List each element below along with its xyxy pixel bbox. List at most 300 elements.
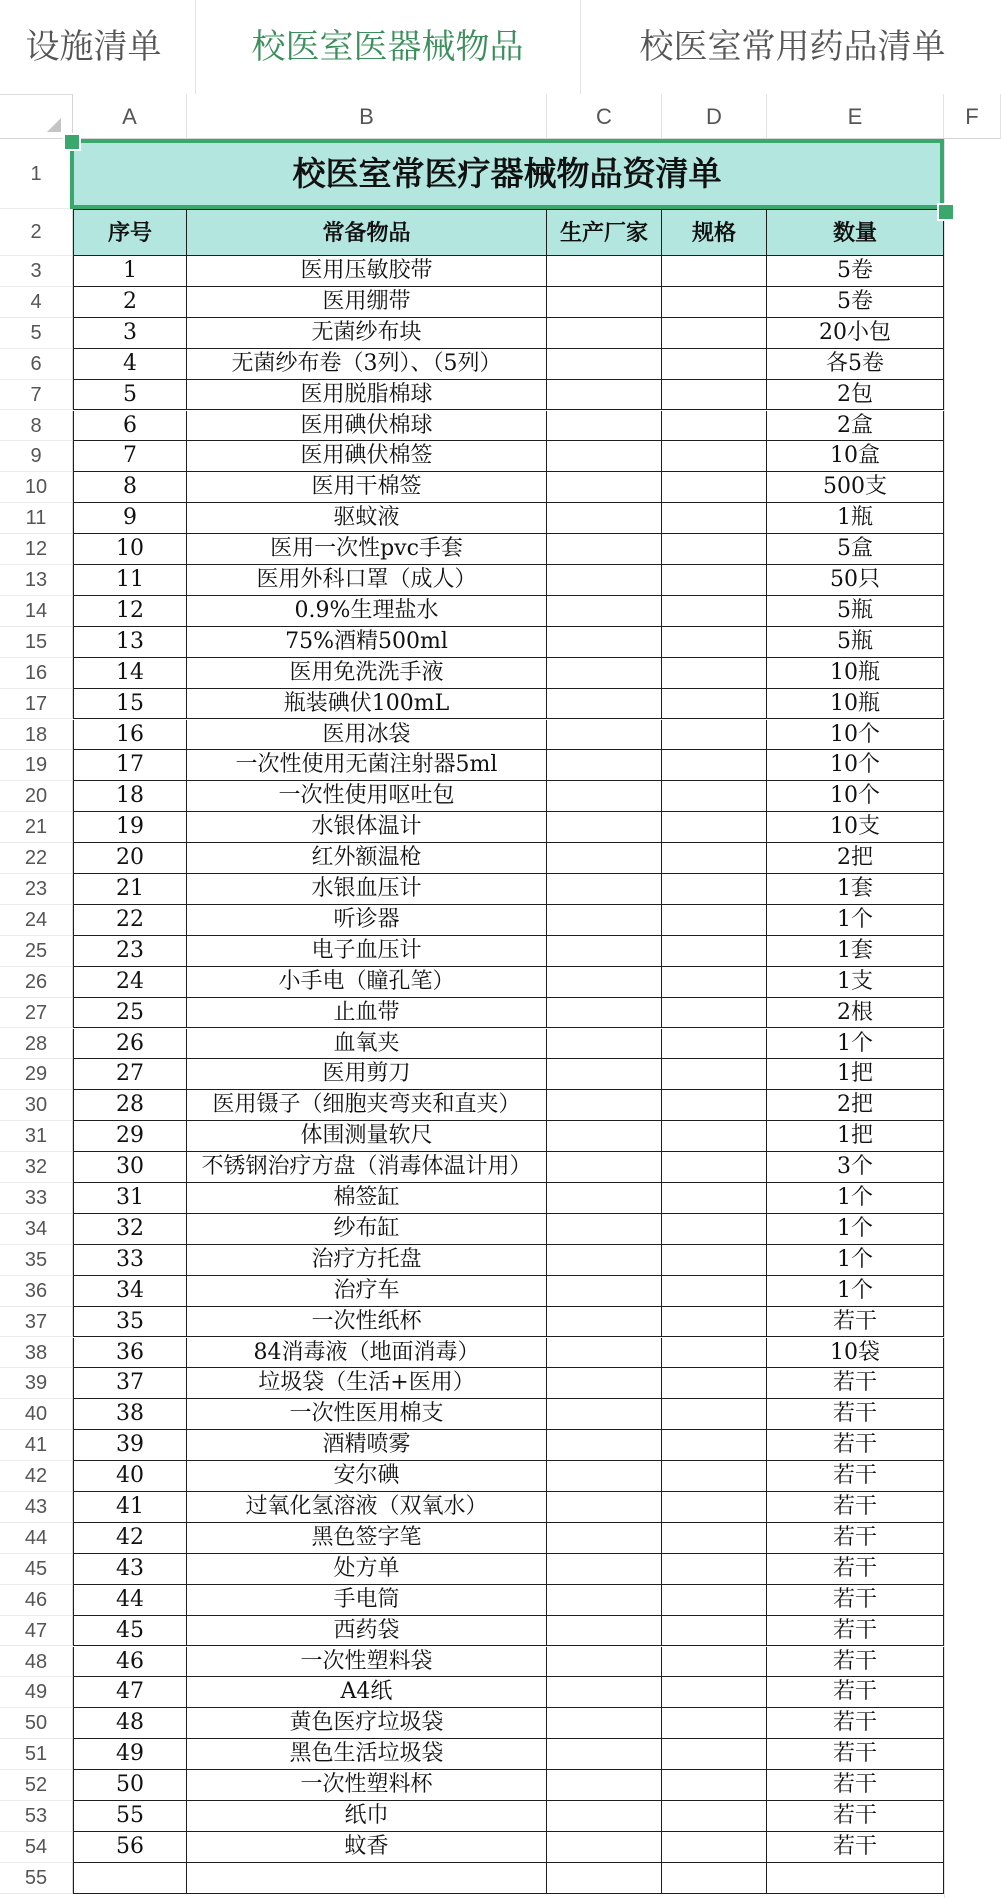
table-cell-item[interactable]: 手电筒: [187, 1585, 547, 1616]
table-cell-spec[interactable]: [662, 905, 767, 936]
table-cell-spec[interactable]: [662, 967, 767, 998]
row-header-22[interactable]: 22: [0, 843, 73, 874]
table-cell-spec[interactable]: [662, 1492, 767, 1523]
table-cell-quantity[interactable]: 10个: [767, 781, 944, 812]
table-cell-manufacturer[interactable]: [547, 1183, 662, 1214]
table-cell-quantity[interactable]: 10袋: [767, 1338, 944, 1369]
table-cell-quantity[interactable]: 1个: [767, 1214, 944, 1245]
row-header-16[interactable]: 16: [0, 658, 73, 689]
table-cell-manufacturer[interactable]: [547, 720, 662, 751]
row-header-15[interactable]: 15: [0, 627, 73, 658]
table-cell-spec[interactable]: [662, 658, 767, 689]
table-cell-seq[interactable]: 16: [73, 720, 187, 751]
table-cell-quantity[interactable]: [767, 1863, 944, 1894]
table-cell-spec[interactable]: [662, 472, 767, 503]
table-cell-seq[interactable]: 11: [73, 565, 187, 596]
table-cell-item[interactable]: 一次性使用呕吐包: [187, 781, 547, 812]
selection-fill-handle[interactable]: [937, 203, 955, 221]
table-cell-spec[interactable]: [662, 1338, 767, 1369]
table-cell-seq[interactable]: 41: [73, 1492, 187, 1523]
table-cell-spec[interactable]: [662, 1677, 767, 1708]
table-cell-item[interactable]: 水银血压计: [187, 874, 547, 905]
row-header-47[interactable]: 47: [0, 1616, 73, 1647]
table-cell-manufacturer[interactable]: [547, 874, 662, 905]
table-cell-item[interactable]: 酒精喷雾: [187, 1430, 547, 1461]
row-header-39[interactable]: 39: [0, 1368, 73, 1399]
row-header-26[interactable]: 26: [0, 967, 73, 998]
table-cell-manufacturer[interactable]: [547, 349, 662, 380]
table-cell-spec[interactable]: [662, 1090, 767, 1121]
table-cell-spec[interactable]: [662, 1832, 767, 1863]
sheet-tab-common-medicines[interactable]: 校医室常用药品清单: [639, 27, 946, 67]
table-cell-seq[interactable]: 13: [73, 627, 187, 658]
sheet-tab-medical-supplies[interactable]: 校医室医器械物品: [195, 0, 581, 94]
table-cell-quantity[interactable]: 若干: [767, 1307, 944, 1338]
row-header-49[interactable]: 49: [0, 1677, 73, 1708]
table-cell-quantity[interactable]: 1个: [767, 1276, 944, 1307]
table-cell-manufacturer[interactable]: [547, 565, 662, 596]
table-cell-spec[interactable]: [662, 1554, 767, 1585]
table-cell-item[interactable]: 医用碘伏棉球: [187, 411, 547, 442]
row-header-21[interactable]: 21: [0, 812, 73, 843]
table-cell-manufacturer[interactable]: [547, 1430, 662, 1461]
table-cell-seq[interactable]: 25: [73, 998, 187, 1029]
table-cell-manufacturer[interactable]: [547, 318, 662, 349]
table-cell-seq[interactable]: [73, 1863, 187, 1894]
table-cell-spec[interactable]: [662, 287, 767, 318]
table-cell-seq[interactable]: 8: [73, 472, 187, 503]
table-cell-seq[interactable]: 14: [73, 658, 187, 689]
table-cell-seq[interactable]: 47: [73, 1677, 187, 1708]
table-cell-item[interactable]: 纸巾: [187, 1801, 547, 1832]
table-cell-quantity[interactable]: 若干: [767, 1554, 944, 1585]
table-cell-spec[interactable]: [662, 1585, 767, 1616]
table-cell-quantity[interactable]: 2把: [767, 843, 944, 874]
table-cell-quantity[interactable]: 1个: [767, 1029, 944, 1060]
table-cell-quantity[interactable]: 1套: [767, 936, 944, 967]
table-cell-manufacturer[interactable]: [547, 1214, 662, 1245]
table-cell-seq[interactable]: 38: [73, 1399, 187, 1430]
row-header-34[interactable]: 34: [0, 1214, 73, 1245]
table-cell-manufacturer[interactable]: [547, 936, 662, 967]
table-cell-manufacturer[interactable]: [547, 380, 662, 411]
table-cell-quantity[interactable]: 若干: [767, 1368, 944, 1399]
table-cell-manufacturer[interactable]: [547, 1461, 662, 1492]
row-header-19[interactable]: 19: [0, 750, 73, 781]
table-cell-item[interactable]: 医用脱脂棉球: [187, 380, 547, 411]
table-cell-manufacturer[interactable]: [547, 1647, 662, 1678]
table-cell-seq[interactable]: 34: [73, 1276, 187, 1307]
row-header-7[interactable]: 7: [0, 380, 73, 411]
table-header-item[interactable]: 常备物品: [187, 209, 547, 256]
table-cell-quantity[interactable]: 3个: [767, 1152, 944, 1183]
table-cell-quantity[interactable]: 1个: [767, 1183, 944, 1214]
table-cell-item[interactable]: 黑色生活垃圾袋: [187, 1739, 547, 1770]
table-cell-quantity[interactable]: 若干: [767, 1585, 944, 1616]
table-cell-spec[interactable]: [662, 503, 767, 534]
table-cell-seq[interactable]: 27: [73, 1059, 187, 1090]
table-cell-seq[interactable]: 42: [73, 1523, 187, 1554]
table-cell-spec[interactable]: [662, 1276, 767, 1307]
table-cell-seq[interactable]: 7: [73, 441, 187, 472]
table-cell-item[interactable]: 医用干棉签: [187, 472, 547, 503]
table-cell-item[interactable]: 西药袋: [187, 1616, 547, 1647]
table-cell-spec[interactable]: [662, 781, 767, 812]
table-cell-item[interactable]: 纱布缸: [187, 1214, 547, 1245]
row-header-28[interactable]: 28: [0, 1029, 73, 1060]
table-cell-spec[interactable]: [662, 627, 767, 658]
table-cell-item[interactable]: 无菌纱布块: [187, 318, 547, 349]
table-cell-spec[interactable]: [662, 565, 767, 596]
table-cell-quantity[interactable]: 10盒: [767, 441, 944, 472]
row-header-33[interactable]: 33: [0, 1183, 73, 1214]
table-cell-seq[interactable]: 24: [73, 967, 187, 998]
table-cell-manufacturer[interactable]: [547, 967, 662, 998]
table-cell-quantity[interactable]: 各5卷: [767, 349, 944, 380]
table-cell-manufacturer[interactable]: [547, 1029, 662, 1060]
sheet-title-cell[interactable]: 校医室常医疗器械物品资清单: [70, 139, 944, 209]
table-cell-manufacturer[interactable]: [547, 1307, 662, 1338]
column-header-e[interactable]: E: [767, 94, 944, 139]
table-cell-quantity[interactable]: 若干: [767, 1708, 944, 1739]
row-header-18[interactable]: 18: [0, 720, 73, 751]
row-header-52[interactable]: 52: [0, 1770, 73, 1801]
table-cell-spec[interactable]: [662, 349, 767, 380]
table-cell-manufacturer[interactable]: [547, 287, 662, 318]
table-cell-item[interactable]: 红外额温枪: [187, 843, 547, 874]
table-cell-seq[interactable]: 17: [73, 750, 187, 781]
table-cell-manufacturer[interactable]: [547, 689, 662, 720]
table-cell-item[interactable]: 水银体温计: [187, 812, 547, 843]
table-cell-spec[interactable]: [662, 874, 767, 905]
table-cell-quantity[interactable]: 10个: [767, 750, 944, 781]
row-header-32[interactable]: 32: [0, 1152, 73, 1183]
table-cell-item[interactable]: 医用压敏胶带: [187, 256, 547, 287]
table-cell-spec[interactable]: [662, 1863, 767, 1894]
table-cell-quantity[interactable]: 若干: [767, 1430, 944, 1461]
table-cell-seq[interactable]: 5: [73, 380, 187, 411]
table-cell-seq[interactable]: 39: [73, 1430, 187, 1461]
table-cell-item[interactable]: 体围测量软尺: [187, 1121, 547, 1152]
table-cell-quantity[interactable]: 5卷: [767, 287, 944, 318]
table-cell-quantity[interactable]: 10支: [767, 812, 944, 843]
table-cell-seq[interactable]: 55: [73, 1801, 187, 1832]
table-header-manufacturer[interactable]: 生产厂家: [547, 209, 662, 256]
table-cell-manufacturer[interactable]: [547, 1739, 662, 1770]
table-cell-seq[interactable]: 40: [73, 1461, 187, 1492]
table-cell-quantity[interactable]: 1套: [767, 874, 944, 905]
table-cell-spec[interactable]: [662, 936, 767, 967]
table-cell-quantity[interactable]: 5瓶: [767, 627, 944, 658]
row-header-38[interactable]: 38: [0, 1338, 73, 1369]
column-header-c[interactable]: C: [547, 94, 662, 139]
table-cell-quantity[interactable]: 2根: [767, 998, 944, 1029]
selection-handle-top-left[interactable]: [63, 133, 81, 151]
row-header-11[interactable]: 11: [0, 503, 73, 534]
table-cell-seq[interactable]: 9: [73, 503, 187, 534]
table-cell-seq[interactable]: 50: [73, 1770, 187, 1801]
table-cell-manufacturer[interactable]: [547, 843, 662, 874]
table-cell-quantity[interactable]: 20小包: [767, 318, 944, 349]
spreadsheet-grid[interactable]: [0, 94, 1001, 1898]
table-cell-quantity[interactable]: 若干: [767, 1647, 944, 1678]
table-cell-item[interactable]: 黄色医疗垃圾袋: [187, 1708, 547, 1739]
table-cell-quantity[interactable]: 1把: [767, 1059, 944, 1090]
table-cell-manufacturer[interactable]: [547, 1677, 662, 1708]
table-cell-manufacturer[interactable]: [547, 1616, 662, 1647]
table-cell-spec[interactable]: [662, 411, 767, 442]
row-header-53[interactable]: 53: [0, 1801, 73, 1832]
table-cell-item[interactable]: 医用碘伏棉签: [187, 441, 547, 472]
row-header-1[interactable]: 1: [0, 139, 73, 209]
table-cell-quantity[interactable]: 2包: [767, 380, 944, 411]
row-header-8[interactable]: 8: [0, 411, 73, 442]
table-cell-quantity[interactable]: 若干: [767, 1801, 944, 1832]
row-header-41[interactable]: 41: [0, 1430, 73, 1461]
row-header-17[interactable]: 17: [0, 689, 73, 720]
table-cell-quantity[interactable]: 50只: [767, 565, 944, 596]
table-cell-seq[interactable]: 35: [73, 1307, 187, 1338]
table-cell-item[interactable]: 治疗车: [187, 1276, 547, 1307]
table-cell-item[interactable]: 蚊香: [187, 1832, 547, 1863]
row-header-4[interactable]: 4: [0, 287, 73, 318]
table-cell-spec[interactable]: [662, 1245, 767, 1276]
table-cell-seq[interactable]: 18: [73, 781, 187, 812]
table-cell-item[interactable]: 一次性塑料袋: [187, 1647, 547, 1678]
table-cell-quantity[interactable]: 若干: [767, 1770, 944, 1801]
table-cell-seq[interactable]: 30: [73, 1152, 187, 1183]
table-cell-spec[interactable]: [662, 1307, 767, 1338]
table-cell-item[interactable]: 医用一次性pvc手套: [187, 534, 547, 565]
table-cell-manufacturer[interactable]: [547, 1585, 662, 1616]
table-cell-manufacturer[interactable]: [547, 1338, 662, 1369]
row-header-43[interactable]: 43: [0, 1492, 73, 1523]
table-cell-item[interactable]: 黑色签字笔: [187, 1523, 547, 1554]
row-header-24[interactable]: 24: [0, 905, 73, 936]
table-header-spec[interactable]: 规格: [662, 209, 767, 256]
table-header-seq[interactable]: 序号: [73, 209, 187, 256]
table-cell-spec[interactable]: [662, 750, 767, 781]
table-cell-spec[interactable]: [662, 1059, 767, 1090]
table-cell-seq[interactable]: 46: [73, 1647, 187, 1678]
table-cell-seq[interactable]: 29: [73, 1121, 187, 1152]
table-cell-spec[interactable]: [662, 1770, 767, 1801]
table-cell-spec[interactable]: [662, 1214, 767, 1245]
table-cell-manufacturer[interactable]: [547, 781, 662, 812]
table-cell-seq[interactable]: 33: [73, 1245, 187, 1276]
row-header-3[interactable]: 3: [0, 256, 73, 287]
table-cell-item[interactable]: 医用剪刀: [187, 1059, 547, 1090]
table-cell-seq[interactable]: 6: [73, 411, 187, 442]
table-cell-quantity[interactable]: 若干: [767, 1832, 944, 1863]
table-cell-manufacturer[interactable]: [547, 1554, 662, 1585]
table-cell-manufacturer[interactable]: [547, 1708, 662, 1739]
row-header-46[interactable]: 46: [0, 1585, 73, 1616]
table-cell-manufacturer[interactable]: [547, 1090, 662, 1121]
row-header-23[interactable]: 23: [0, 874, 73, 905]
row-header-51[interactable]: 51: [0, 1739, 73, 1770]
table-cell-spec[interactable]: [662, 1399, 767, 1430]
row-header-5[interactable]: 5: [0, 318, 73, 349]
table-cell-seq[interactable]: 32: [73, 1214, 187, 1245]
table-cell-spec[interactable]: [662, 1183, 767, 1214]
table-cell-manufacturer[interactable]: [547, 998, 662, 1029]
table-cell-manufacturer[interactable]: [547, 1059, 662, 1090]
table-cell-seq[interactable]: 37: [73, 1368, 187, 1399]
table-cell-seq[interactable]: 31: [73, 1183, 187, 1214]
table-cell-spec[interactable]: [662, 1523, 767, 1554]
table-cell-quantity[interactable]: 2盒: [767, 411, 944, 442]
row-header-55[interactable]: 55: [0, 1863, 73, 1894]
table-cell-item[interactable]: 瓶装碘伏100mL: [187, 689, 547, 720]
table-cell-item[interactable]: 垃圾袋（生活+医用）: [187, 1368, 547, 1399]
table-cell-manufacturer[interactable]: [547, 596, 662, 627]
table-cell-manufacturer[interactable]: [547, 411, 662, 442]
table-cell-spec[interactable]: [662, 812, 767, 843]
table-cell-seq[interactable]: 44: [73, 1585, 187, 1616]
row-header-44[interactable]: 44: [0, 1523, 73, 1554]
table-cell-seq[interactable]: 1: [73, 256, 187, 287]
row-header-48[interactable]: 48: [0, 1647, 73, 1678]
table-cell-quantity[interactable]: 5卷: [767, 256, 944, 287]
row-header-9[interactable]: 9: [0, 441, 73, 472]
table-cell-spec[interactable]: [662, 1121, 767, 1152]
table-cell-manufacturer[interactable]: [547, 534, 662, 565]
table-cell-item[interactable]: 医用绷带: [187, 287, 547, 318]
row-header-12[interactable]: 12: [0, 534, 73, 565]
table-cell-quantity[interactable]: 若干: [767, 1492, 944, 1523]
table-cell-spec[interactable]: [662, 380, 767, 411]
table-cell-quantity[interactable]: 10瓶: [767, 658, 944, 689]
table-cell-item[interactable]: 一次性医用棉支: [187, 1399, 547, 1430]
row-header-45[interactable]: 45: [0, 1554, 73, 1585]
table-cell-manufacturer[interactable]: [547, 750, 662, 781]
table-cell-spec[interactable]: [662, 441, 767, 472]
table-cell-spec[interactable]: [662, 689, 767, 720]
table-cell-manufacturer[interactable]: [547, 1770, 662, 1801]
column-header-f[interactable]: F: [944, 94, 1001, 139]
table-cell-seq[interactable]: 2: [73, 287, 187, 318]
row-header-54[interactable]: 54: [0, 1832, 73, 1863]
table-cell-manufacturer[interactable]: [547, 1399, 662, 1430]
table-cell-seq[interactable]: 56: [73, 1832, 187, 1863]
table-cell-item[interactable]: 棉签缸: [187, 1183, 547, 1214]
row-header-30[interactable]: 30: [0, 1090, 73, 1121]
table-cell-quantity[interactable]: 1瓶: [767, 503, 944, 534]
table-cell-spec[interactable]: [662, 1029, 767, 1060]
table-cell-spec[interactable]: [662, 1647, 767, 1678]
row-header-29[interactable]: 29: [0, 1059, 73, 1090]
table-cell-seq[interactable]: 43: [73, 1554, 187, 1585]
table-cell-spec[interactable]: [662, 318, 767, 349]
row-header-2[interactable]: 2: [0, 209, 73, 256]
table-cell-quantity[interactable]: 1把: [767, 1121, 944, 1152]
table-cell-quantity[interactable]: 1支: [767, 967, 944, 998]
table-cell-manufacturer[interactable]: [547, 1276, 662, 1307]
table-cell-manufacturer[interactable]: [547, 1245, 662, 1276]
row-header-37[interactable]: 37: [0, 1307, 73, 1338]
table-header-quantity[interactable]: 数量: [767, 209, 944, 256]
table-cell-quantity[interactable]: 500支: [767, 472, 944, 503]
table-cell-item[interactable]: 75%酒精500ml: [187, 627, 547, 658]
table-cell-spec[interactable]: [662, 596, 767, 627]
table-cell-spec[interactable]: [662, 1739, 767, 1770]
table-cell-seq[interactable]: 20: [73, 843, 187, 874]
table-cell-item[interactable]: 过氧化氢溶液（双氧水）: [187, 1492, 547, 1523]
table-cell-manufacturer[interactable]: [547, 472, 662, 503]
row-header-50[interactable]: 50: [0, 1708, 73, 1739]
table-cell-quantity[interactable]: 10瓶: [767, 689, 944, 720]
table-cell-item[interactable]: 0.9%生理盐水: [187, 596, 547, 627]
table-cell-quantity[interactable]: 若干: [767, 1399, 944, 1430]
table-cell-spec[interactable]: [662, 1152, 767, 1183]
table-cell-item[interactable]: 医用外科口罩（成人）: [187, 565, 547, 596]
table-cell-manufacturer[interactable]: [547, 1492, 662, 1523]
table-cell-seq[interactable]: 48: [73, 1708, 187, 1739]
table-cell-item[interactable]: 驱蚊液: [187, 503, 547, 534]
table-cell-seq[interactable]: 22: [73, 905, 187, 936]
table-cell-quantity[interactable]: 5盒: [767, 534, 944, 565]
table-cell-manufacturer[interactable]: [547, 1523, 662, 1554]
table-cell-seq[interactable]: 12: [73, 596, 187, 627]
table-cell-spec[interactable]: [662, 1708, 767, 1739]
table-cell-item[interactable]: [187, 1863, 547, 1894]
table-cell-item[interactable]: 治疗方托盘: [187, 1245, 547, 1276]
table-cell-manufacturer[interactable]: [547, 658, 662, 689]
row-header-31[interactable]: 31: [0, 1121, 73, 1152]
table-cell-manufacturer[interactable]: [547, 1863, 662, 1894]
table-cell-item[interactable]: 处方单: [187, 1554, 547, 1585]
table-cell-spec[interactable]: [662, 534, 767, 565]
table-cell-spec[interactable]: [662, 1368, 767, 1399]
row-header-6[interactable]: 6: [0, 349, 73, 380]
table-cell-spec[interactable]: [662, 998, 767, 1029]
table-cell-spec[interactable]: [662, 1461, 767, 1492]
table-cell-spec[interactable]: [662, 1616, 767, 1647]
row-header-40[interactable]: 40: [0, 1399, 73, 1430]
table-cell-spec[interactable]: [662, 1801, 767, 1832]
table-cell-quantity[interactable]: 5瓶: [767, 596, 944, 627]
table-cell-item[interactable]: 电子血压计: [187, 936, 547, 967]
table-cell-spec[interactable]: [662, 720, 767, 751]
table-cell-item[interactable]: 一次性使用无菌注射器5ml: [187, 750, 547, 781]
table-cell-manufacturer[interactable]: [547, 256, 662, 287]
table-cell-seq[interactable]: 49: [73, 1739, 187, 1770]
table-cell-manufacturer[interactable]: [547, 1368, 662, 1399]
table-cell-seq[interactable]: 21: [73, 874, 187, 905]
table-cell-item[interactable]: 医用镊子（细胞夹弯夹和直夹）: [187, 1090, 547, 1121]
table-cell-item[interactable]: 血氧夹: [187, 1029, 547, 1060]
table-cell-quantity[interactable]: 若干: [767, 1739, 944, 1770]
table-cell-manufacturer[interactable]: [547, 905, 662, 936]
table-cell-manufacturer[interactable]: [547, 1801, 662, 1832]
table-cell-manufacturer[interactable]: [547, 1832, 662, 1863]
table-cell-seq[interactable]: 15: [73, 689, 187, 720]
table-cell-item[interactable]: 止血带: [187, 998, 547, 1029]
table-cell-manufacturer[interactable]: [547, 1152, 662, 1183]
table-cell-seq[interactable]: 26: [73, 1029, 187, 1060]
table-cell-quantity[interactable]: 若干: [767, 1461, 944, 1492]
table-cell-spec[interactable]: [662, 843, 767, 874]
table-cell-quantity[interactable]: 若干: [767, 1616, 944, 1647]
table-cell-item[interactable]: 84消毒液（地面消毒）: [187, 1338, 547, 1369]
table-cell-manufacturer[interactable]: [547, 1121, 662, 1152]
row-header-10[interactable]: 10: [0, 472, 73, 503]
table-cell-quantity[interactable]: 2把: [767, 1090, 944, 1121]
table-cell-seq[interactable]: 28: [73, 1090, 187, 1121]
table-cell-seq[interactable]: 10: [73, 534, 187, 565]
column-header-b[interactable]: B: [187, 94, 547, 139]
